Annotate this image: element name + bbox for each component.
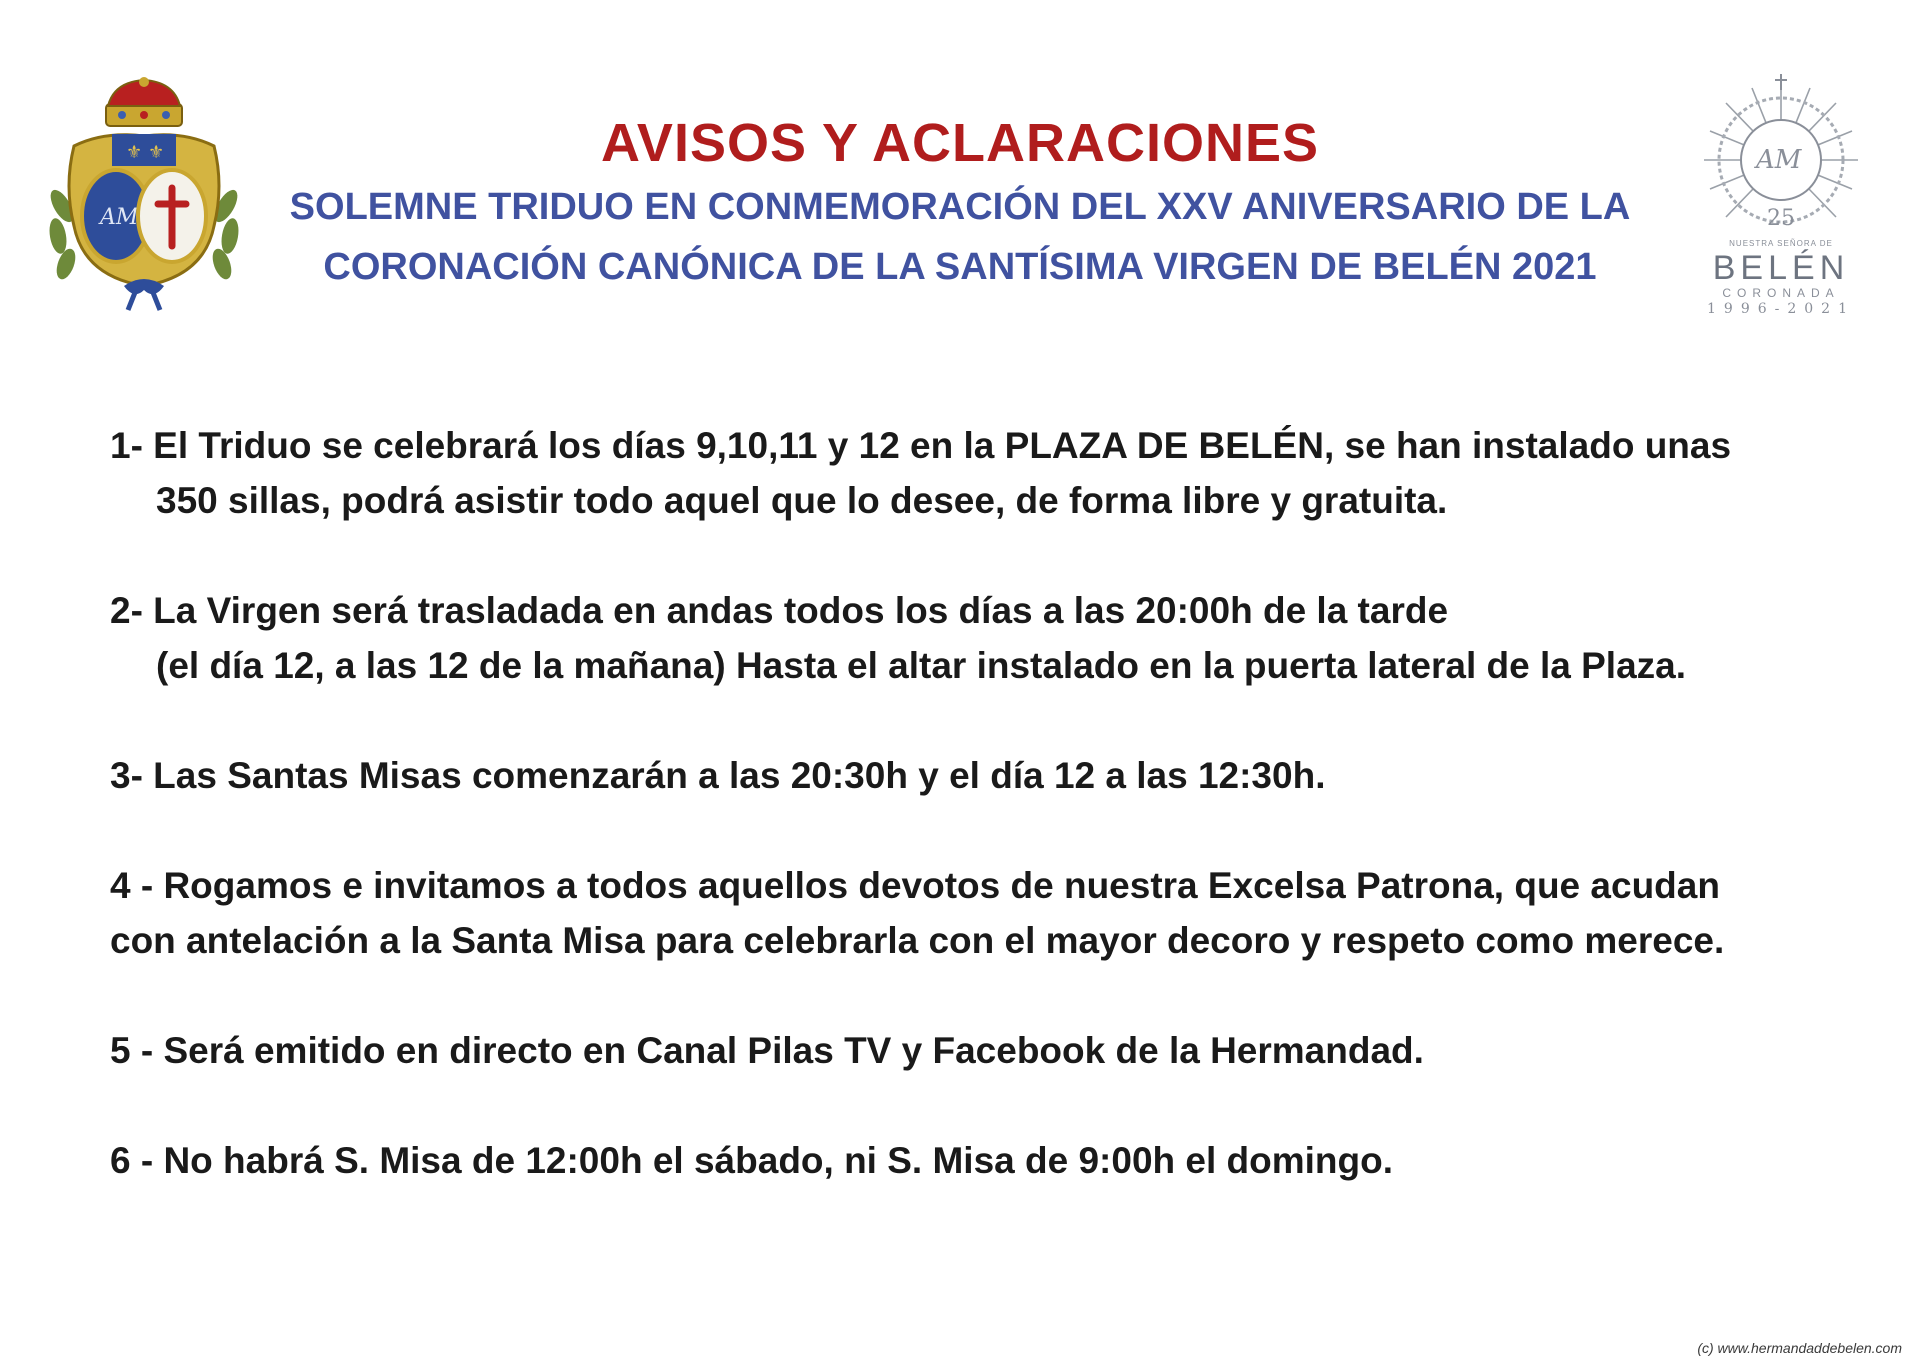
page-title: AVISOS Y ACLARACIONES bbox=[600, 113, 1320, 173]
notice-item bbox=[110, 1133, 1900, 1188]
notice-line: con antelación a la Santa Misa para celebrarla con el mayor decoro y respeto como merece. bbox=[110, 920, 1725, 961]
seal-number: 25 bbox=[1767, 206, 1795, 231]
notice-item bbox=[110, 858, 1900, 968]
anniversary-seal-icon bbox=[1686, 70, 1876, 320]
notice-line: (el día 12, a las 12 de la mañana) Hasta el altar instalado en la puerta lateral de la Plaza. bbox=[156, 645, 1687, 686]
notice-line: 6 - No habrá S. Misa de 12:00h el sábado, ni S. Misa de 9:00h el domingo. bbox=[110, 1140, 1394, 1181]
svg-text:AM: AM bbox=[100, 205, 139, 230]
notice-line: 2- La Virgen será trasladada en andas todos los días a las 20:00h de la tarde bbox=[110, 590, 1449, 631]
seal-small-text: NUESTRA SEÑORA DE bbox=[1729, 239, 1833, 248]
copyright-text: (c) www.hermandaddebelen.com bbox=[1697, 1340, 1902, 1356]
notice-item bbox=[110, 1023, 1900, 1078]
svg-text:AM: AM bbox=[1756, 145, 1802, 175]
notice-line: 350 sillas, podrá asistir todo aquel que lo desee, de forma libre y gratuita. bbox=[156, 480, 1448, 521]
svg-text:⚜: ⚜ bbox=[126, 142, 143, 163]
subtitle-line-1: SOLEMNE TRIDUO EN CONMEMORACIÓN DEL XXV ANIVERSARIO DE LA bbox=[289, 186, 1631, 228]
notice-line: 4 - Rogamos e invitamos a todos aquellos devotos de nuestra Excelsa Patrona, que acudan bbox=[110, 865, 1720, 906]
seal-subname: CORONADA bbox=[1722, 286, 1840, 300]
notice-line: 5 - Será emitido en directo en Canal Pilas TV y Facebook de la Hermandad. bbox=[110, 1030, 1424, 1071]
notices-list bbox=[110, 418, 1900, 1188]
notice-item bbox=[110, 748, 1900, 803]
subtitle-line-2: CORONACIÓN CANÓNICA DE LA SANTÍSIMA VIRGEN DE BELÉN 2021 bbox=[323, 246, 1597, 288]
notice-item bbox=[110, 418, 1900, 528]
notice-line: 3- Las Santas Misas comenzarán a las 20:30h y el día 12 a las 12:30h. bbox=[110, 755, 1326, 796]
seal-years: 1996-2021 bbox=[1707, 301, 1855, 317]
svg-text:⚜: ⚜ bbox=[148, 142, 165, 163]
heraldic-crest-icon bbox=[44, 76, 244, 312]
header bbox=[250, 110, 1670, 296]
notice-line: 1- El Triduo se celebrará los días 9,10,11 y 12 en la PLAZA DE BELÉN, se han instalado unas bbox=[110, 425, 1732, 466]
seal-name: BELÉN bbox=[1712, 249, 1850, 287]
notice-item bbox=[110, 583, 1900, 693]
